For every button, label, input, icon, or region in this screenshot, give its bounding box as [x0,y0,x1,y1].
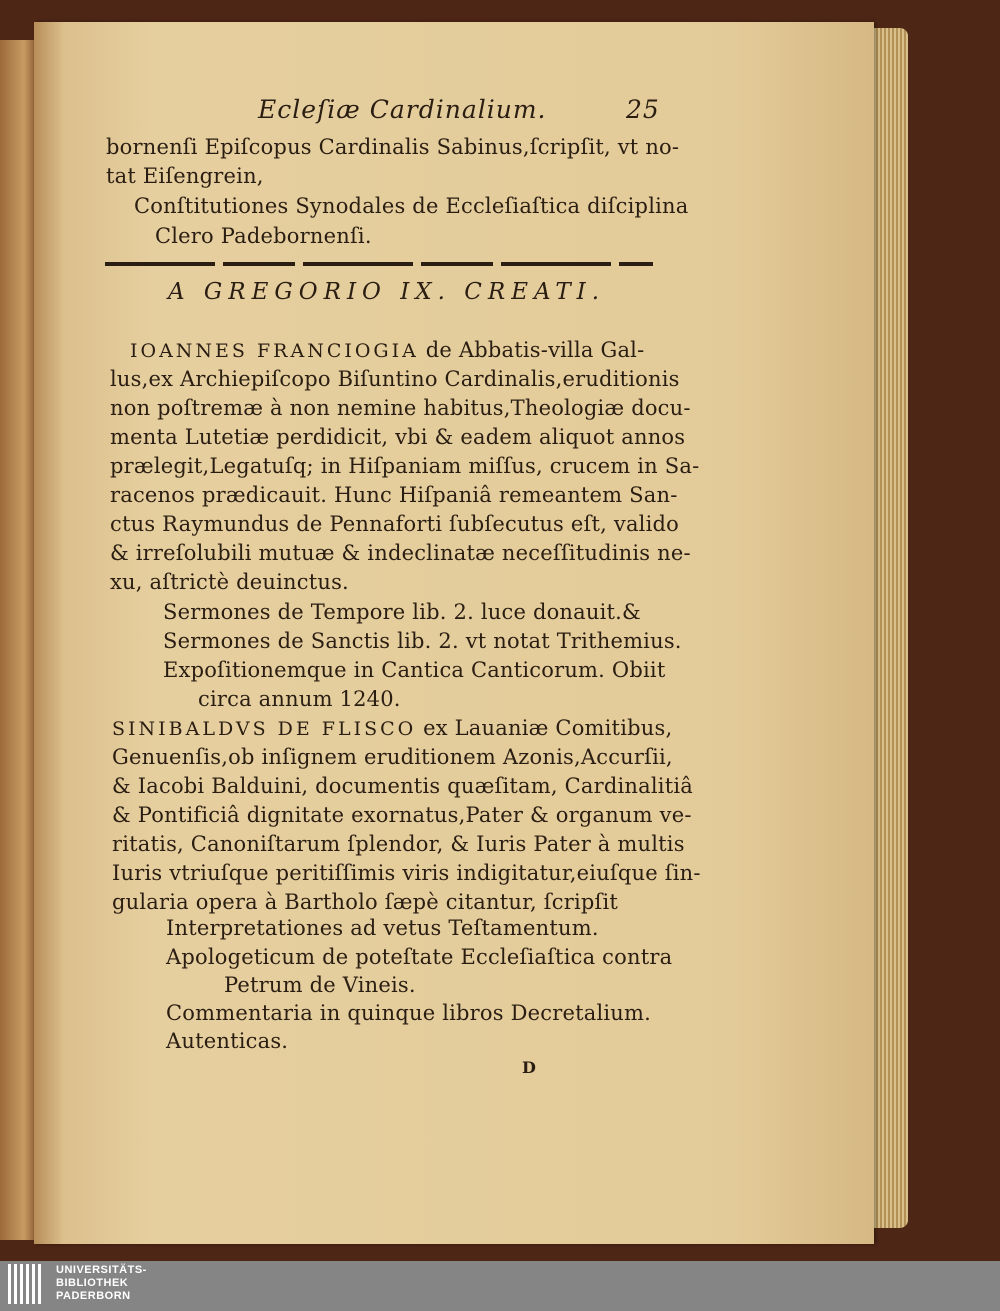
entry-line: ritatis, Canoniſtarum ſplendor, & Iuris Pater à multis [112,832,685,856]
intro-line: tat Eiſengrein, [106,164,264,188]
entry-line: non poſtremæ à non nemine habitus,Theologiæ docu- [110,396,691,420]
work-title: Apologeticum de poteſtate Eccleſiaſtica contra [166,945,673,969]
entry-name: IOANNES FRANCIOGIA [130,340,419,362]
work-title: Commentaria in quinque libros Decretalium. [166,1001,652,1025]
entry-line: menta Lutetiæ perdidicit, vbi & eadem aliquot annos [110,425,686,449]
entry-line: ctus Raymundus de Pennaforti ſubſecutus eſt, valido [110,512,679,536]
footer-bar [0,1261,1000,1311]
intro-line: Clero Padebornenſi. [155,224,372,248]
entry-line: gularia opera à Bartholo ſæpè citantur, ſcripſit [112,890,619,914]
intro-line: Conſtitutiones Synodales de Eccleſiaſtica diſciplina [134,194,689,218]
entry-first-line-text: ex Lauaniæ Comitibus, [423,716,673,740]
work-title: Sermones de Tempore lib. 2. luce donauit.& [163,600,641,624]
entry-first-line-text: de Abbatis-villa Gal- [425,338,645,362]
entry-line: & Iacobi Balduini, documentis quæſitam, Cardinalitiâ [112,774,693,798]
entry-first-line [130,338,644,362]
section-title: A GREGORIO IX. CREATI. [168,279,606,305]
entry-line: lus,ex Archiepiſcopo Biſuntino Cardinalis,eruditionis [110,367,680,391]
work-title: Sermones de Sanctis lib. 2. vt notat Trithemius. [163,629,682,653]
entry-line: & irreſolubili mutuæ & indeclinatæ neceſſitudinis ne- [110,541,691,565]
work-title: circa annum 1240. [198,687,401,711]
running-head-title: Ecleſiæ Cardinalium. [258,95,547,124]
entry-name: SINIBALDVS DE FLISCO [112,718,417,740]
work-title: Autenticas. [166,1029,289,1053]
entry-line: racenos prædicauit. Hunc Hiſpaniâ remeantem San- [110,483,678,507]
work-title: Expoſitionemque in Cantica Canticorum. Obiit [163,658,666,682]
work-title: Interpretationes ad vetus Teſtamentum. [166,916,599,940]
work-title: Petrum de Vineis. [224,973,416,997]
entry-line: Iuris vtriuſque peritiſſimis viris indigitatur,eiuſque ſin- [112,861,701,885]
entry-line: xu, aſtrictè deuinctus. [110,570,349,594]
entry-line: prælegit,Legatuſq; in Hiſpaniam miſſus, crucem in Sa- [110,454,700,478]
entry-line: Genuenſis,ob inſignem eruditionem Azonis,Accurſii, [112,745,673,769]
page-number: 25 [626,95,660,124]
section-rule [105,262,653,266]
entry-line: & Pontificiâ dignitate exornatus,Pater & organum ve- [112,803,692,827]
intro-line: bornenſi Epiſcopus Cardinalis Sabinus,ſcripſit, vt no- [106,135,680,159]
signature-mark: D [522,1058,536,1077]
entry-first-line [112,716,672,740]
library-name: UNIVERSITÄTS- BIBLIOTHEK PADERBORN [56,1264,147,1302]
library-logo-icon [8,1264,48,1308]
